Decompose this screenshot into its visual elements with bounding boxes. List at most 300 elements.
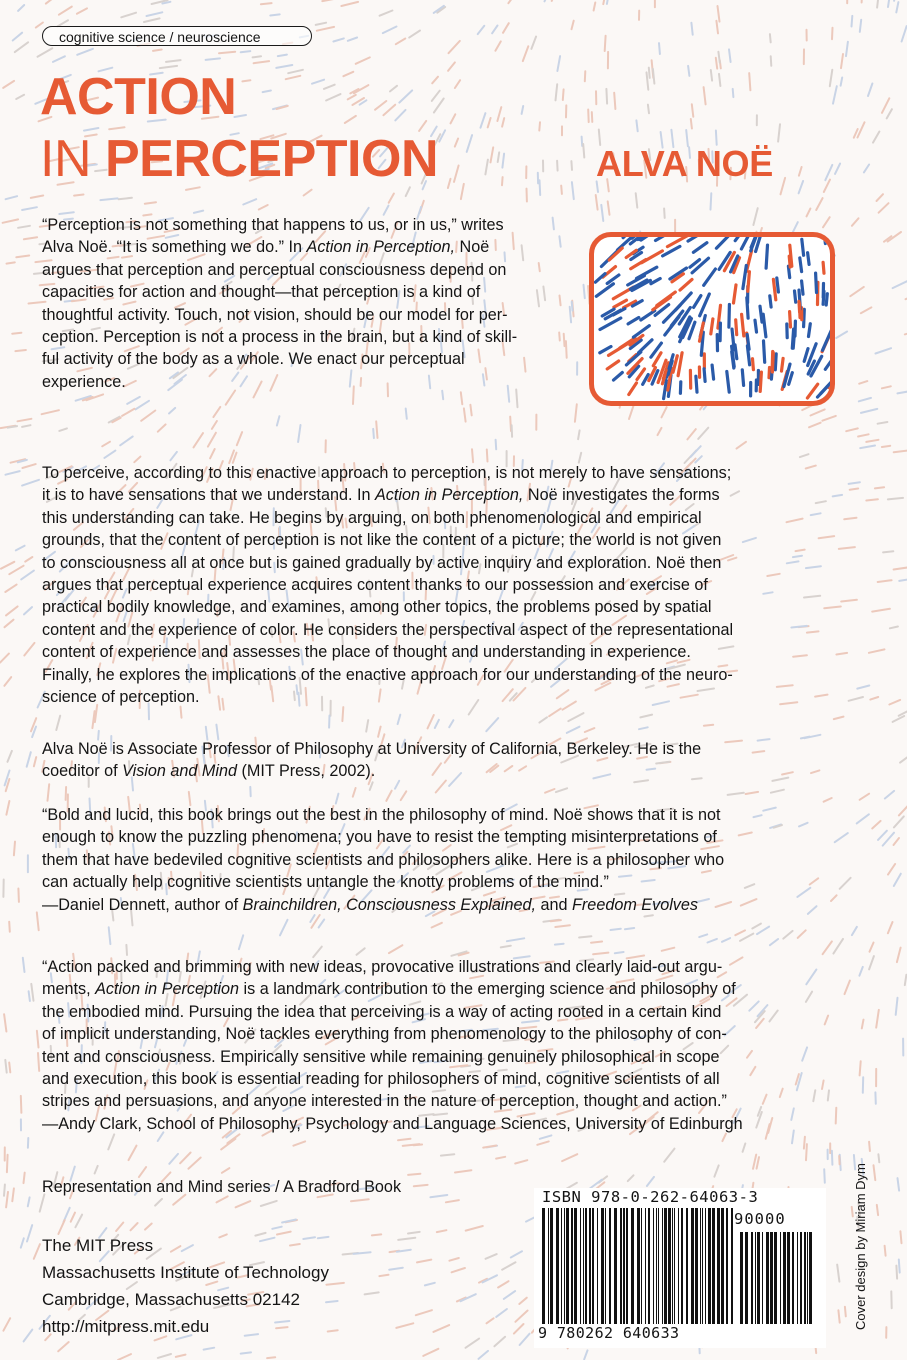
- barcode-bar: [668, 1208, 671, 1324]
- thumbnail-stroke: [628, 318, 639, 324]
- background-stroke: [545, 0, 549, 1]
- background-stroke: [593, 953, 608, 955]
- thumbnail-stroke: [667, 237, 688, 247]
- background-stroke: [691, 446, 701, 457]
- background-stroke: [144, 18, 160, 22]
- background-stroke: [253, 56, 261, 57]
- background-stroke: [261, 1201, 277, 1206]
- background-stroke: [170, 452, 177, 460]
- background-stroke: [316, 23, 326, 25]
- background-stroke: [212, 421, 217, 429]
- background-stroke: [261, 3, 272, 4]
- quote-line: of implicit understanding, Noë tackles everything from phenomenology to the philosophy of con-: [42, 1025, 727, 1044]
- quote-line: them that have bedeviled cognitive scientists and philosophers alike. Here is a philosopher who: [42, 850, 725, 869]
- thumbnail-stroke: [637, 369, 645, 380]
- background-stroke: [370, 782, 373, 790]
- title-line-1: ACTION: [40, 68, 237, 126]
- background-stroke: [737, 442, 747, 449]
- background-stroke: [3, 81, 14, 88]
- background-stroke: [896, 1266, 897, 1279]
- background-stroke: [575, 404, 577, 422]
- background-stroke: [834, 717, 844, 720]
- background-stroke: [448, 62, 455, 70]
- background-stroke: [833, 495, 842, 497]
- background-stroke: [718, 6, 720, 22]
- barcode-bar: [626, 1208, 628, 1324]
- background-stroke: [21, 1238, 24, 1247]
- background-stroke: [719, 74, 720, 86]
- background-stroke: [326, 1283, 344, 1285]
- background-stroke: [823, 217, 830, 227]
- background-stroke: [653, 69, 655, 84]
- background-stroke: [496, 1309, 507, 1317]
- background-stroke: [496, 1157, 505, 1159]
- background-stroke: [557, 161, 558, 171]
- background-stroke: [109, 127, 124, 129]
- background-stroke: [326, 94, 340, 100]
- background-stroke: [18, 5, 24, 11]
- barcode-bar: [556, 1208, 559, 1324]
- barcode-bar: [645, 1208, 646, 1324]
- background-stroke: [603, 0, 605, 4]
- background-stroke: [888, 498, 903, 500]
- background-stroke: [479, 1351, 489, 1359]
- background-stroke: [243, 199, 256, 204]
- thumbnail-stroke: [680, 279, 692, 290]
- barcode-addon-digits: 90000: [734, 1210, 786, 1228]
- background-stroke: [414, 1185, 428, 1186]
- thumbnail-stroke: [804, 349, 808, 362]
- background-stroke: [356, 57, 370, 63]
- background-stroke: [158, 1354, 171, 1358]
- background-stroke: [236, 1201, 251, 1207]
- barcode-bar: [762, 1232, 763, 1324]
- thumbnail-stroke: [764, 341, 765, 362]
- quote-line: enough to know the puzzling phenomena; you have to resist the tempting misinterpretations of: [42, 828, 717, 847]
- background-stroke: [118, 1354, 131, 1360]
- background-stroke: [578, 430, 580, 439]
- background-stroke: [905, 975, 907, 985]
- background-stroke: [611, 929, 621, 930]
- background-stroke: [6, 801, 9, 815]
- background-stroke: [398, 1139, 411, 1141]
- background-stroke: [376, 421, 377, 438]
- barcode-bar: [592, 1208, 594, 1324]
- background-stroke: [699, 934, 707, 937]
- background-stroke: [740, 934, 753, 941]
- background-stroke: [22, 480, 39, 486]
- background-stroke: [18, 226, 30, 228]
- background-stroke: [425, 1283, 435, 1286]
- background-stroke: [877, 0, 879, 8]
- barcode-bar: [731, 1208, 733, 1324]
- background-stroke: [409, 31, 420, 38]
- background-stroke: [401, 791, 407, 800]
- background-stroke: [585, 728, 595, 732]
- background-stroke: [383, 27, 397, 34]
- p1-title-italic: Action in Perception,: [306, 238, 455, 257]
- background-stroke: [882, 386, 891, 388]
- background-stroke: [9, 1063, 10, 1073]
- barcode-bars: [540, 1208, 820, 1324]
- background-stroke: [879, 203, 889, 213]
- barcode-bar: [674, 1208, 675, 1324]
- background-stroke: [592, 112, 593, 122]
- background-stroke: [491, 147, 494, 162]
- background-stroke: [293, 1141, 305, 1145]
- thumbnail-stroke: [742, 370, 743, 386]
- background-stroke: [860, 446, 875, 449]
- background-stroke: [870, 697, 878, 700]
- background-stroke: [102, 442, 110, 447]
- background-stroke: [433, 1325, 449, 1332]
- barcode-bar: [566, 1208, 569, 1324]
- thumbnail-stroke: [607, 361, 619, 369]
- background-stroke: [771, 56, 772, 66]
- p1-text: Alva Noë. “It is something we do.” In: [42, 238, 307, 257]
- background-stroke: [502, 1262, 515, 1269]
- background-stroke: [121, 13, 136, 18]
- thumbnail-stroke: [732, 352, 734, 368]
- bio-text: (MIT Press, 2002).: [236, 762, 376, 781]
- background-stroke: [698, 428, 708, 439]
- background-stroke: [24, 1330, 33, 1342]
- background-stroke: [545, 789, 554, 793]
- background-stroke: [887, 109, 892, 118]
- background-stroke: [495, 41, 500, 50]
- background-stroke: [379, 1275, 388, 1276]
- quote-line: and execution, this book is essential reading for philosophers of mind, cognitive scientists of all: [42, 1070, 720, 1089]
- background-stroke: [375, 101, 386, 110]
- background-stroke: [92, 711, 94, 728]
- background-stroke: [835, 833, 848, 842]
- background-stroke: [441, 1154, 454, 1155]
- background-stroke: [889, 700, 900, 705]
- barcode-bar: [658, 1208, 659, 1324]
- thumbnail-stroke: [818, 382, 831, 397]
- barcode-bar: [755, 1232, 756, 1324]
- barcode-bar: [623, 1208, 625, 1324]
- thumbnail-stroke: [735, 237, 743, 241]
- background-stroke: [572, 21, 574, 30]
- p2-text: it is to have sensations that we understand. In: [42, 486, 375, 505]
- background-stroke: [749, 73, 750, 90]
- background-stroke: [648, 105, 649, 114]
- thumbnail-stroke: [641, 311, 655, 320]
- background-stroke: [29, 991, 30, 1001]
- thumbnail-stroke: [596, 284, 613, 297]
- barcode-digits: 9 780262 640633: [538, 1324, 680, 1342]
- background-stroke: [862, 1020, 864, 1029]
- background-stroke: [607, 0, 609, 4]
- thumbnail-stroke: [770, 296, 771, 307]
- background-stroke: [449, 41, 460, 53]
- background-stroke: [7, 262, 15, 263]
- title-line-2-main: PERCEPTION: [104, 130, 439, 188]
- background-stroke: [6, 471, 20, 475]
- background-stroke: [498, 1281, 508, 1287]
- p2-line: content of experience and assesses the place of thought and understanding in experience.: [42, 643, 691, 662]
- background-stroke: [735, 930, 745, 935]
- background-stroke: [6, 1192, 8, 1208]
- cover-thumbnail: [589, 232, 835, 406]
- background-stroke: [897, 948, 901, 963]
- thumbnail-stroke: [734, 285, 737, 303]
- background-stroke: [365, 1292, 379, 1294]
- background-stroke: [647, 72, 649, 89]
- background-stroke: [563, 89, 564, 100]
- background-stroke: [520, 1334, 530, 1345]
- p1-line: thoughtful activity. Touch, not vision, should be our model for per-: [42, 305, 508, 324]
- background-stroke: [714, 1165, 718, 1176]
- background-stroke: [816, 198, 822, 210]
- background-stroke: [601, 205, 603, 221]
- background-stroke: [894, 816, 904, 827]
- background-stroke: [239, 935, 243, 949]
- background-stroke: [606, 89, 607, 104]
- background-stroke: [899, 1260, 900, 1273]
- background-stroke: [562, 1154, 577, 1161]
- background-stroke: [322, 0, 336, 1]
- background-stroke: [555, 944, 564, 945]
- background-stroke: [345, 116, 356, 123]
- background-stroke: [753, 1155, 756, 1169]
- thumbnail-stroke: [747, 346, 749, 365]
- thumbnail-stroke: [704, 369, 705, 382]
- background-stroke: [3, 219, 19, 222]
- background-stroke: [572, 182, 574, 199]
- background-stroke: [455, 80, 460, 88]
- title-line-2: [40, 130, 438, 188]
- thumbnail-stroke: [763, 314, 766, 337]
- background-stroke: [59, 428, 67, 431]
- background-stroke: [507, 938, 524, 941]
- background-stroke: [893, 716, 905, 722]
- barcode-bar: [800, 1232, 802, 1324]
- background-stroke: [448, 179, 451, 188]
- background-stroke: [13, 33, 22, 41]
- p1-line: argues that perception and perceptual consciousness depend on: [42, 260, 507, 279]
- background-stroke: [898, 1178, 900, 1191]
- background-stroke: [494, 1337, 505, 1347]
- barcode-bar: [705, 1208, 706, 1324]
- barcode-bar: [620, 1208, 622, 1324]
- background-stroke: [461, 392, 463, 404]
- thumbnail-stroke: [704, 269, 716, 285]
- background-stroke: [38, 48, 53, 57]
- background-stroke: [298, 425, 300, 442]
- background-stroke: [15, 350, 26, 351]
- background-stroke: [778, 124, 780, 141]
- background-stroke: [549, 709, 561, 717]
- p2-line: Finally, he explores the implications of the enactive approach for our understanding of the neuro-: [42, 665, 733, 684]
- background-stroke: [902, 26, 907, 41]
- barcode-bar: [686, 1208, 688, 1324]
- background-stroke: [900, 1231, 901, 1243]
- background-stroke: [16, 95, 24, 99]
- barcode-bar: [700, 1208, 701, 1324]
- background-stroke: [502, 118, 504, 127]
- background-stroke: [864, 165, 869, 173]
- background-stroke: [153, 50, 162, 51]
- background-stroke: [222, 1168, 230, 1173]
- background-stroke: [615, 952, 624, 953]
- background-stroke: [640, 715, 652, 718]
- background-stroke: [324, 85, 335, 89]
- background-stroke: [716, 21, 718, 34]
- background-stroke: [579, 936, 591, 937]
- barcode-bar: [656, 1208, 657, 1324]
- background-stroke: [596, 195, 598, 210]
- thumbnail-stroke: [802, 281, 803, 294]
- background-stroke: [556, 788, 567, 792]
- barcode-bar: [745, 1232, 748, 1324]
- background-stroke: [888, 922, 893, 933]
- background-stroke: [866, 440, 878, 442]
- background-stroke: [840, 878, 851, 889]
- background-stroke: [348, 38, 357, 41]
- background-stroke: [859, 381, 867, 384]
- background-stroke: [757, 927, 769, 935]
- background-stroke: [58, 1342, 68, 1351]
- thumbnail-stroke: [777, 278, 779, 292]
- thumbnail-stroke: [656, 237, 669, 241]
- barcode-bar: [678, 1208, 679, 1324]
- background-stroke: [799, 167, 802, 176]
- background-stroke: [4, 1014, 6, 1031]
- barcode-bar: [637, 1208, 640, 1324]
- quote-line: stripes and persuasions, and anyone interested in the nature of perception, thought and action.”: [42, 1092, 727, 1111]
- background-stroke: [488, 118, 491, 127]
- background-stroke: [487, 450, 488, 462]
- barcode-bar: [695, 1208, 698, 1324]
- background-stroke: [636, 120, 637, 131]
- barcode-bar: [766, 1232, 769, 1324]
- thumbnail-stroke: [799, 301, 800, 312]
- background-stroke: [155, 1199, 162, 1206]
- thumbnail-stroke: [816, 273, 817, 292]
- background-stroke: [23, 958, 25, 972]
- background-stroke: [567, 727, 580, 733]
- p2-line: [42, 484, 832, 506]
- background-stroke: [556, 84, 558, 100]
- barcode-bar: [691, 1208, 694, 1324]
- background-stroke: [846, 42, 848, 56]
- background-stroke: [824, 1169, 825, 1183]
- thumbnail-stroke: [600, 318, 621, 330]
- background-stroke: [396, 39, 406, 45]
- background-stroke: [878, 422, 888, 424]
- thumbnail-stroke: [825, 355, 830, 369]
- background-stroke: [77, 49, 93, 55]
- background-stroke: [857, 814, 869, 823]
- background-stroke: [852, 218, 859, 226]
- background-stroke: [781, 178, 786, 194]
- background-stroke: [408, 1174, 420, 1175]
- background-stroke: [208, 433, 216, 447]
- endorsement-clark: [42, 956, 832, 1135]
- barcode-bar: [708, 1208, 711, 1324]
- publisher-block: [42, 1232, 329, 1340]
- background-stroke: [241, 1352, 251, 1353]
- background-stroke: [822, 416, 835, 421]
- background-stroke: [351, 1199, 369, 1201]
- background-stroke: [147, 12, 163, 16]
- background-stroke: [498, 152, 500, 162]
- thumbnail-stroke: [607, 275, 619, 283]
- background-stroke: [836, 332, 847, 339]
- p2-line: content and the experience of color. He considers the perspectival aspect of the representational: [42, 620, 734, 639]
- background-stroke: [890, 627, 898, 629]
- background-stroke: [328, 1330, 338, 1331]
- background-stroke: [166, 60, 181, 62]
- barcode-bar: [787, 1232, 790, 1324]
- background-stroke: [508, 0, 518, 3]
- background-stroke: [850, 287, 864, 296]
- barcode-bar: [672, 1208, 673, 1324]
- publisher-url[interactable]: http://mitpress.mit.edu: [42, 1317, 210, 1336]
- background-stroke: [825, 165, 832, 180]
- background-stroke: [176, 1355, 186, 1357]
- background-stroke: [8, 751, 12, 762]
- barcode-bar: [564, 1208, 565, 1324]
- thumbnail-stroke: [769, 368, 770, 378]
- background-stroke: [835, 164, 840, 174]
- background-stroke: [503, 23, 509, 33]
- background-stroke: [408, 1232, 420, 1234]
- barcode-bar: [548, 1208, 549, 1324]
- background-stroke: [15, 42, 28, 52]
- barcode-bar: [726, 1208, 728, 1324]
- background-stroke: [406, 409, 407, 419]
- barcode-bar: [601, 1208, 604, 1324]
- background-stroke: [859, 398, 871, 401]
- p1-line: experience.: [42, 372, 126, 391]
- background-stroke: [129, 1146, 137, 1161]
- background-stroke: [832, 28, 833, 39]
- title-line-2-prefix: IN: [40, 130, 105, 188]
- background-stroke: [539, 717, 547, 722]
- background-stroke: [540, 1135, 552, 1138]
- background-stroke: [435, 720, 439, 728]
- background-stroke: [882, 446, 890, 447]
- background-stroke: [869, 649, 885, 652]
- background-stroke: [36, 23, 43, 28]
- background-stroke: [807, 209, 811, 217]
- background-stroke: [860, 20, 861, 32]
- background-stroke: [454, 166, 459, 182]
- bio-text: coeditor of: [42, 762, 123, 781]
- background-stroke: [38, 1053, 39, 1071]
- background-stroke: [213, 407, 220, 417]
- background-stroke: [100, 198, 117, 200]
- barcode-bar: [631, 1208, 634, 1324]
- background-stroke: [523, 46, 529, 61]
- background-stroke: [74, 195, 83, 196]
- background-stroke: [75, 1215, 82, 1228]
- background-stroke: [878, 580, 892, 582]
- barcode-bar: [605, 1208, 606, 1324]
- thumbnail-stroke: [775, 354, 776, 370]
- background-stroke: [341, 2, 358, 6]
- background-stroke: [824, 798, 832, 802]
- background-stroke: [5, 585, 16, 592]
- background-stroke: [53, 56, 65, 62]
- background-stroke: [837, 1265, 839, 1282]
- quote-line: the embodied mind. Pursuing the idea that perceiving is a way of acting rooted in a certain kind: [42, 1002, 722, 1021]
- barcode-bar: [797, 1232, 798, 1324]
- background-stroke: [461, 184, 464, 199]
